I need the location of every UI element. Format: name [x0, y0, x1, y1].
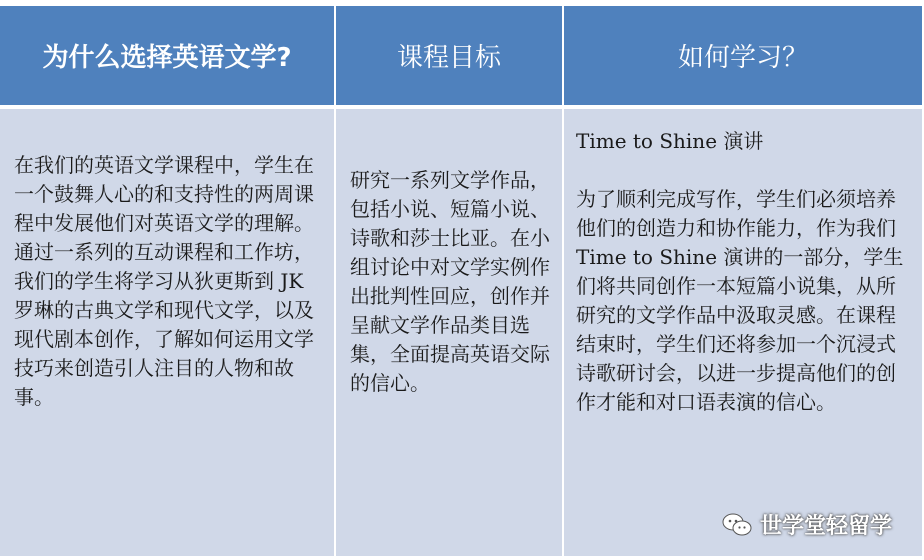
course-table — [0, 6, 922, 558]
time-to-shine-title: Time to Shine 演讲 — [576, 129, 764, 153]
watermark-text: 世学堂轻留学 — [759, 514, 892, 539]
header-course-goals: 课程目标 — [336, 6, 564, 109]
header-why-choose: 为什么选择英语文学? — [0, 6, 336, 109]
cell-how-to-learn — [564, 109, 922, 556]
wechat-icon — [722, 512, 752, 538]
cell-course-goals — [336, 109, 564, 556]
why-choose-text: 在我们的英语文学课程中，学生在一个鼓舞人心的和支持性的两周课程中发展他们对英语文学的理解。通过一系列的互动课程和工作坊，我们的学生将学习从狄更斯到 JK 罗琳的古典文学和现代文学，以及现代剧本创作，了解如何运用文学技巧来创造引人注目的人物和故事。 — [14, 153, 314, 409]
cell-why-choose — [0, 109, 336, 556]
watermark — [722, 509, 892, 540]
header-how-to-learn: 如何学习？ — [564, 6, 922, 109]
how-to-learn-text: 为了顺利完成写作，学生们必须培养他们的创造力和协作能力，作为我们 Time to Shine 演讲的一部分，学生们将共同创作一本短篇小说集，从所研究的文学作品中汲取灵感。在课程结束时，学生们还将参加一个沉浸式诗歌研讨会，以进一步提高他们的创作才能和对口语表演的信心。 — [576, 187, 904, 414]
course-goals-text: 研究一系列文学作品，包括小说、短篇小说、诗歌和莎士比亚。在小组讨论中对文学实例作出批判性回应，创作并呈献文学作品类目选集，全面提高英语交际的信心。 — [350, 168, 550, 395]
